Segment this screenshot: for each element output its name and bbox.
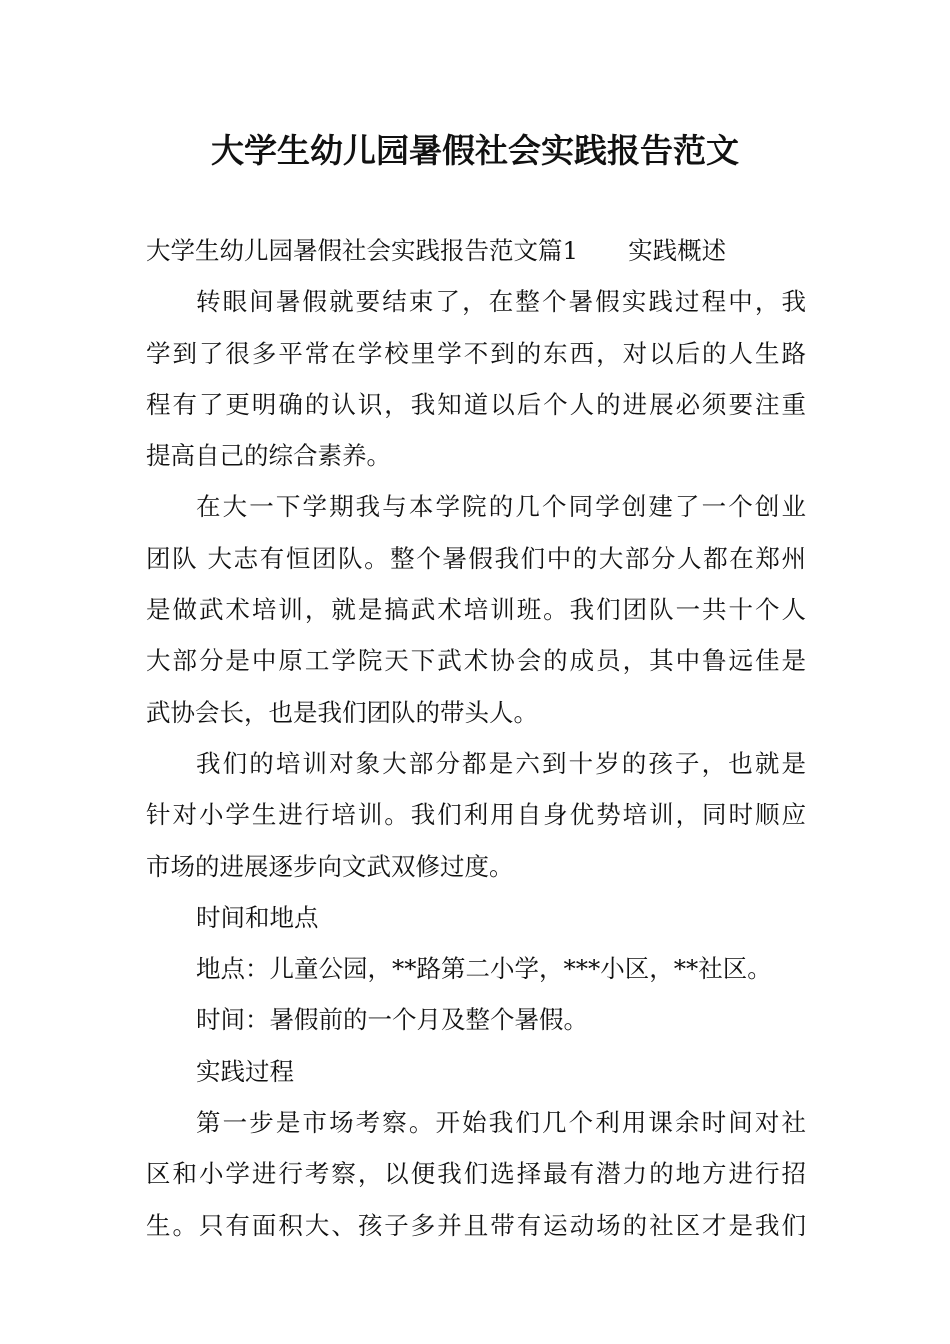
paragraph-line: 提高自己的综合素养。 [146, 441, 391, 471]
section-heading-line [146, 225, 806, 276]
paragraph-line: 程有了更明确的认识，我知道以后个人的进展必须要注重 [146, 389, 806, 419]
paragraph-line: 武协会长，也是我们团队的带头人。 [146, 697, 538, 727]
paragraph-line: 我们的培训对象大部分都是六到十岁的孩子，也就是 [196, 748, 806, 778]
paragraph-line: 团队 大志有恒团队。整个暑假我们中的大部分人都在郑州 [146, 543, 806, 573]
paragraph-line: 区和小学进行考察，以便我们选择最有潜力的地方进行招 [146, 1159, 806, 1189]
document-title: 大学生幼儿园暑假社会实践报告范文 [211, 131, 739, 170]
paragraph-line: 针对小学生进行培训。我们利用自身优势培训，同时顺应 [146, 800, 806, 830]
subheading-time-place: 时间和地点 [196, 902, 319, 932]
paragraph-line: 学到了很多平常在学校里学不到的东西，对以后的人生路 [146, 338, 806, 368]
article-heading: 大学生幼儿园暑假社会实践报告范文篇1 [146, 236, 579, 265]
paragraph-line: 大部分是中原工学院天下武术协会的成员，其中鲁远佳是 [146, 646, 806, 676]
place-line: 地点：儿童公园，**路第二小学，***小区，**社区。 [196, 954, 772, 984]
document-body [146, 225, 806, 1251]
paragraph-line: 生。只有面积大、孩子多并且带有运动场的社区才是我们 [146, 1210, 806, 1240]
paragraph-line: 第一步是市场考察。开始我们几个利用课余时间对社 [196, 1108, 806, 1138]
paragraph-line: 在大一下学期我与本学院的几个同学创建了一个创业 [196, 492, 806, 522]
paragraph-line: 市场的进展逐步向文武双修过度。 [146, 851, 514, 881]
paragraph-line: 是做武术培训，就是搞武术培训班。我们团队一共十个人 [146, 595, 806, 625]
section-heading: 实践概述 [628, 236, 727, 265]
subheading-process: 实践过程 [196, 1056, 294, 1086]
paragraph-line: 转眼间暑假就要结束了，在整个暑假实践过程中，我 [196, 287, 806, 317]
time-line: 时间：暑假前的一个月及整个暑假。 [196, 1005, 588, 1035]
